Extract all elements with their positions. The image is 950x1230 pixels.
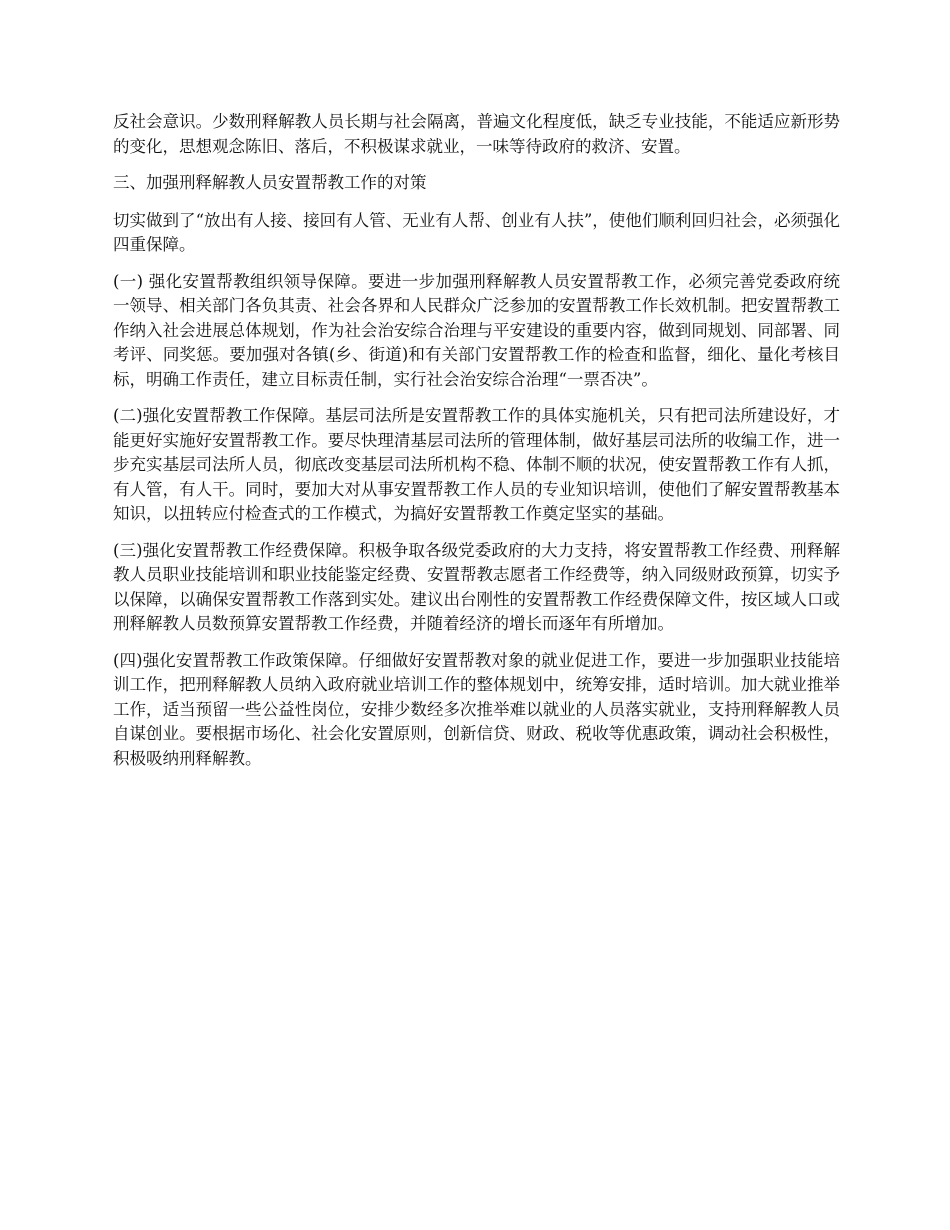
document-body [113, 110, 840, 783]
paragraph-5: (三)强化安置帮教工作经费保障。积极争取各级党委政府的大力支持，将安置帮教工作经费、刑释解教人员职业技能培训和职业技能鉴定经费、安置帮教志愿者工作经费等，纳入同级财政预算，切实予以保障，以确保安置帮教工作落到实处。建议出台刚性的安置帮教工作经费保障文件，按区域人口或刑释解教人员数预算安置帮教工作经费，并随着经济的增长而逐年有所增加。 [113, 540, 840, 633]
paragraph-1: 反社会意识。少数刑释解教人员长期与社会隔离，普遍文化程度低，缺乏专业技能，不能适应新形势的变化，思想观念陈旧、落后，不积极谋求就业，一味等待政府的救济、安置。 [113, 112, 840, 156]
paragraph-2: 切实做到了“放出有人接、接回有人管、无业有人帮、创业有人扶”，使他们顺利回归社会，必须强化四重保障。 [113, 210, 840, 254]
section-heading: 三、加强刑释解教人员安置帮教工作的对策 [113, 173, 427, 192]
paragraph-4: (二)强化安置帮教工作保障。基层司法所是安置帮教工作的具体实施机关，只有把司法所建设好，才能更好实施好安置帮教工作。要尽快理清基层司法所的管理体制，做好基层司法所的收编工作，进一步充实基层司法所人员，彻底改变基层司法所机构不稳、体制不顺的状况，使安置帮教工作有人抓，有人管，有人干。同时，要加大对从事安置帮教工作人员的专业知识培训，使他们了解安置帮教基本知识，以扭转应付检查式的工作模式，为搞好安置帮教工作奠定坚实的基础。 [113, 406, 840, 523]
paragraph-6: (四)强化安置帮教工作政策保障。仔细做好安置帮教对象的就业促进工作，要进一步加强职业技能培训工作，把刑释解教人员纳入政府就业培训工作的整体规划中，统筹安排，适时培训。加大就业推举工作，适当预留一些公益性岗位，安排少数经多次推举难以就业的人员落实就业，支持刑释解教人员自谋创业。要根据市场化、社会化安置原则，创新信贷、财政、税收等优惠政策，调动社会积极性，积极吸纳刑释解教。 [113, 650, 840, 768]
paragraph-3: (一) 强化安置帮教组织领导保障。要进一步加强刑释解教人员安置帮教工作，必须完善党委政府统一领导、相关部门各负其责、社会各界和人民群众广泛参加的安置帮教工作长效机制。把安置帮教工作纳入社会进展总体规划，作为社会治安综合治理与平安建设的重要内容，做到同规划、同部署、同考评、同奖惩。要加强对各镇(乡、街道)和有关部门安置帮教工作的检查和监督，细化、量化考核目标，明确工作责任，建立目标责任制，实行社会治安综合治理“一票否决”。 [113, 271, 840, 389]
